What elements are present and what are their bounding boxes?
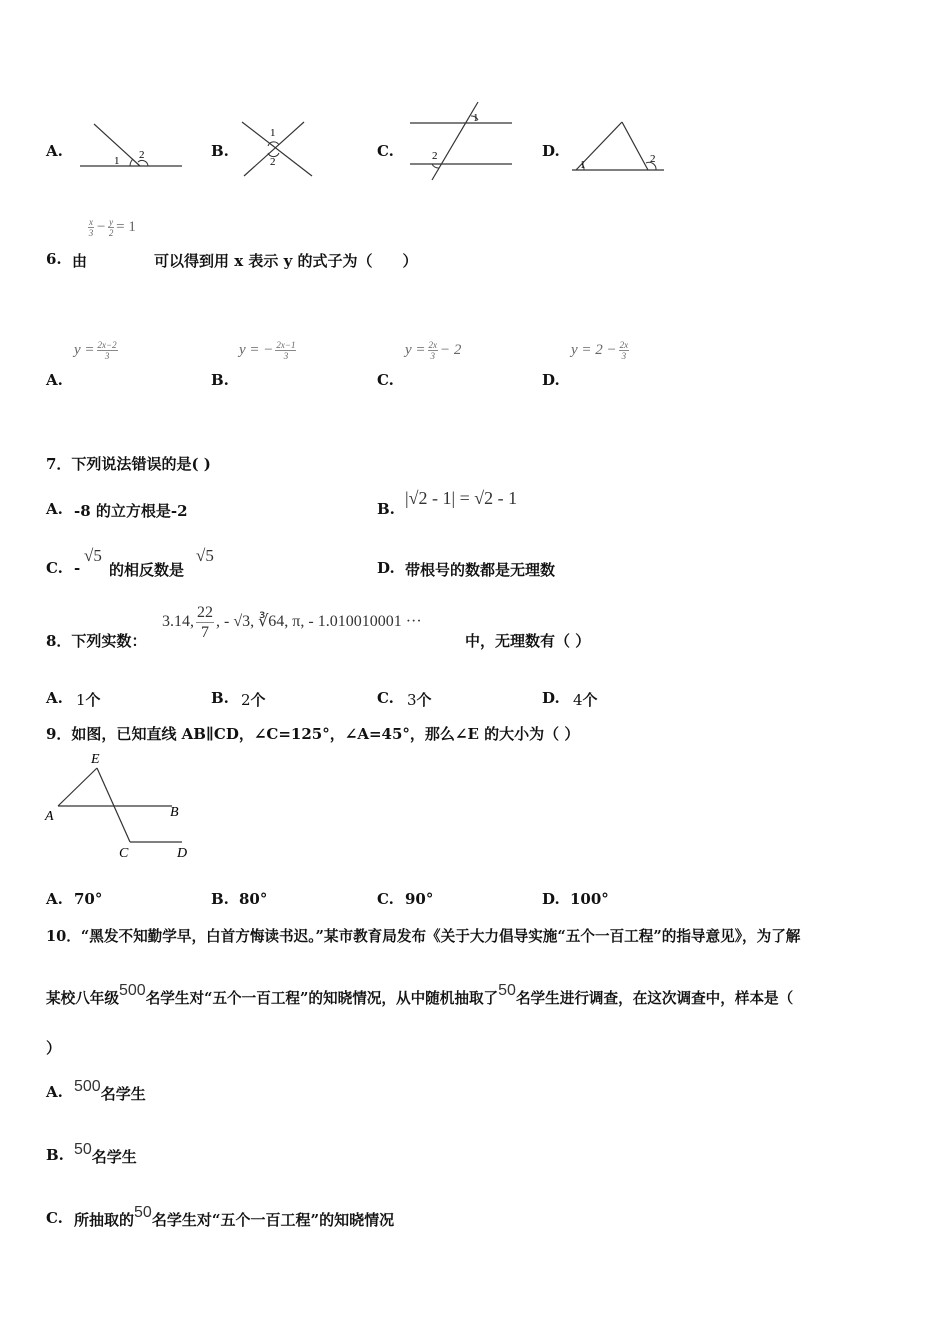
q6-stem: 可以得到用 x 表示 y 的式子为（ ） (154, 252, 418, 270)
q5c-label-2: 2 (432, 150, 438, 162)
q8-option-b-letter: B. (211, 689, 229, 707)
q8-number-list: 3.14, $\frac{22}{7}$ , - √3, ∛64, π, - 1.010010001 ··· (162, 604, 422, 641)
q6-option-b-letter: B. (211, 371, 229, 389)
q9-option-c-letter: C. (377, 890, 394, 908)
q9-label-e: E (91, 752, 100, 767)
q10-option-b-letter: B. (46, 1146, 64, 1164)
q9-option-b-letter: B. (211, 890, 229, 908)
q6-option-a-letter: A. (46, 371, 63, 389)
q5-option-a-letter: A. (46, 142, 63, 160)
q10-option-c-letter: C. (46, 1209, 63, 1227)
q6-condition-equation: $\frac{x}{3}$ − $\frac{y}{2}$ = 1 (88, 217, 136, 238)
q5-option-d-letter: D. (542, 142, 560, 160)
q5-option-b-letter: B. (211, 142, 229, 160)
q10-option-a-letter: A. (46, 1083, 63, 1101)
q5b-label-2: 2 (270, 156, 276, 168)
q7-option-a-letter: A. (46, 500, 63, 518)
q7-option-d-letter: D. (377, 559, 395, 577)
q9-option-d-letter: D. (542, 890, 560, 908)
q8-option-a-letter: A. (46, 689, 63, 707)
q8-option-c-letter: C. (377, 689, 394, 707)
q7-option-c-neg: - (74, 559, 81, 577)
q7-option-b-letter: B. (377, 500, 395, 518)
q8-stem-post: 中，无理数有（ ） (465, 632, 591, 650)
q6-option-c-letter: C. (377, 371, 394, 389)
q7-stem: 7．下列说法错误的是( ) (46, 455, 211, 473)
q7-option-b-expr: |√2 - 1| = √2 - 1 (405, 488, 518, 508)
q5-option-c-letter: C. (377, 142, 394, 160)
q10-option-c-text: 所抽取的50名学生对“五个一百工程”的知晓情况 (74, 1204, 395, 1229)
q8-option-c-text: 3个 (407, 691, 432, 709)
q5d-label-1: 1 (580, 159, 586, 171)
q7-option-a-text: -8 的立方根是-2 (74, 502, 188, 520)
q9-option-a-letter: A. (46, 890, 63, 908)
q10-stem-line1: 10．“黑发不知勤学早，白首方悔读书迟。”某市教育局发布《关于大力倡导实施“五个一百工程”的指导意见》，为了解 (46, 928, 801, 945)
q5a-label-2: 2 (139, 149, 145, 161)
q9-option-d-text: 100° (570, 890, 609, 908)
q9-stem: 9．如图，已知直线 AB∥CD，∠C=125°，∠A=45°，那么∠E 的大小为（ ） (46, 725, 580, 743)
q8-stem-pre: 8．下列实数： (46, 632, 147, 650)
q9-label-d: D (177, 846, 188, 861)
q8-option-d-letter: D. (542, 689, 560, 707)
q5-figure-b (238, 118, 316, 180)
q6-prefix: 由 (72, 252, 88, 270)
q10-option-b-text: 50名学生 (74, 1141, 137, 1166)
q10-option-a-text: 500名学生 (74, 1078, 146, 1103)
q5d-label-2: 2 (650, 153, 656, 165)
q8-option-b-text: 2个 (241, 691, 266, 709)
q9-option-b-text: 80° (239, 890, 268, 908)
q9-label-a: A (45, 809, 54, 824)
q7-option-c-letter: C. (46, 559, 63, 577)
q8-option-a-text: 1个 (76, 691, 101, 709)
q6-option-d-letter: D. (542, 371, 560, 389)
q10-stem-line2: 某校八年级500名学生对“五个一百工程”的知晓情况，从中随机抽取了50名学生进行调查，在这次调查中，样本是（ (46, 982, 794, 1007)
q6-option-a-expr: y = $\frac{2x-2}{3}$ (74, 340, 117, 361)
q8-option-d-text: 4个 (573, 691, 598, 709)
q5b-label-1: 1 (270, 127, 276, 139)
q10-stem-line3: ） (46, 1039, 62, 1057)
q5-figure-d (568, 118, 668, 176)
q7-option-c-root2: √5 (196, 546, 214, 565)
q7-option-d-text: 带根号的数都是无理数 (405, 561, 556, 579)
q5-figure-a (76, 118, 186, 172)
q5-figure-c (406, 98, 516, 184)
q5a-label-1: 1 (114, 155, 120, 167)
q9-label-c: C (119, 846, 129, 861)
q9-option-a-text: 70° (74, 890, 103, 908)
q6-option-d-expr: y = 2 − $\frac{2x}{3}$ (571, 340, 629, 361)
q6-option-c-expr: y = $\frac{2x}{3}$ − 2 (405, 340, 462, 361)
q5c-label-1: 1 (473, 112, 479, 124)
q9-option-c-text: 90° (405, 890, 434, 908)
q6-option-b-expr: y = − $\frac{2x-1}{3}$ (239, 340, 296, 361)
q7-option-c-root: √5 (84, 546, 102, 565)
q9-figure (42, 746, 202, 866)
q9-label-b: B (170, 805, 179, 820)
q6-number: 6. (46, 250, 62, 268)
q7-option-c-mid: 的相反数是 (109, 561, 185, 579)
